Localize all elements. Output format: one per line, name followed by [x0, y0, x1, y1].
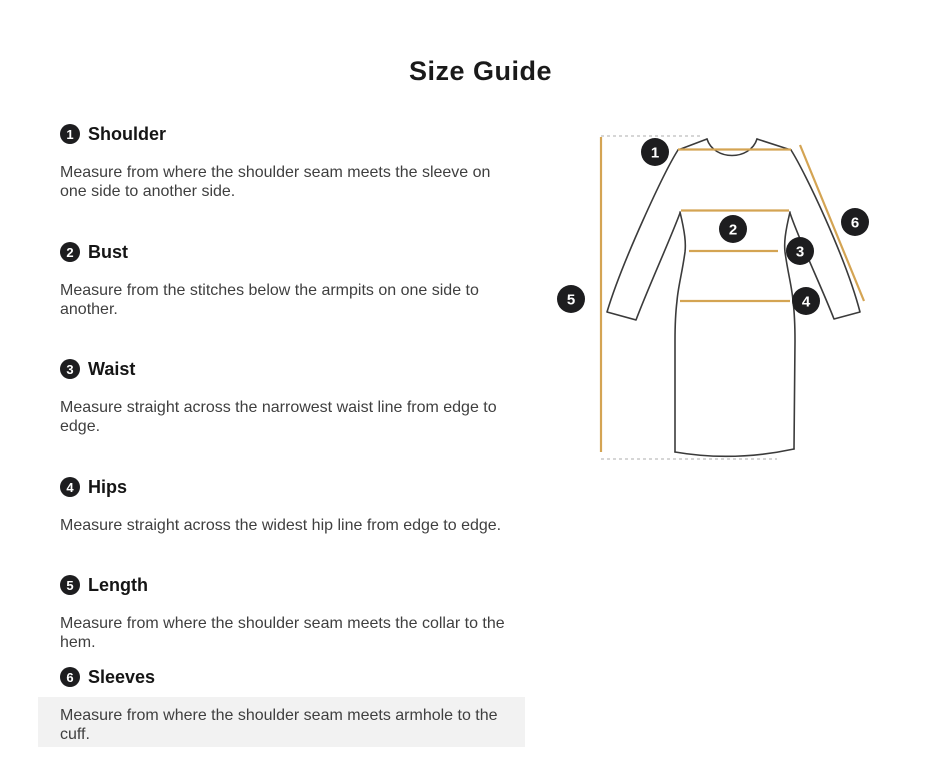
page-title: Size Guide — [408, 56, 553, 87]
right-shoulder-seam — [757, 139, 791, 150]
step-number-badge: 6 — [60, 667, 80, 687]
measurement-description: Measure from the stitches below the armpits on one side to another. — [60, 282, 479, 318]
measurement-item-shoulder — [60, 124, 510, 201]
measurement-item-waist — [60, 359, 510, 436]
measurement-label: Shoulder — [88, 124, 167, 144]
marker-length — [557, 285, 585, 313]
marker-number: 6 — [850, 214, 860, 232]
measurement-label: Sleeves — [88, 667, 156, 687]
marker-number: 2 — [728, 221, 738, 239]
measurement-description: Measure from where the shoulder seam meets armhole to the cuff. — [60, 707, 498, 743]
measurement-heading — [60, 359, 510, 379]
measurement-heading — [60, 575, 510, 595]
step-number-badge: 5 — [60, 575, 80, 595]
marker-number: 1 — [650, 144, 660, 162]
dress-diagram — [540, 95, 935, 480]
left-sleeve — [607, 150, 680, 320]
measurement-heading — [60, 124, 510, 144]
measurement-label: Waist — [88, 359, 136, 379]
measurement-label: Bust — [88, 242, 128, 262]
marker-number: 3 — [795, 243, 805, 261]
step-number-badge: 4 — [60, 477, 80, 497]
neckline — [707, 139, 757, 156]
measurement-heading — [60, 477, 510, 497]
measurement-description: Measure straight across the narrowest waist line from edge to edge. — [60, 399, 497, 435]
measurement-description: Measure straight across the widest hip line from edge to edge. — [60, 517, 502, 534]
marker-number: 4 — [801, 293, 811, 311]
marker-bust — [719, 215, 747, 243]
step-number-badge: 2 — [60, 242, 80, 262]
measurement-heading — [60, 667, 510, 687]
marker-sleeves — [841, 208, 869, 236]
measurement-description: Measure from where the shoulder seam meets the collar to the hem. — [60, 615, 505, 651]
body-left-edge — [675, 212, 685, 452]
measurement-description: Measure from where the shoulder seam meets the sleeve on one side to another side. — [60, 164, 491, 200]
left-shoulder-seam — [678, 139, 707, 150]
measurement-heading — [60, 242, 510, 262]
measurement-label: Hips — [88, 477, 128, 497]
hem-edge — [675, 449, 794, 456]
marker-waist — [786, 237, 814, 265]
marker-hips — [792, 287, 820, 315]
measurement-item-hips — [60, 477, 510, 535]
dress-outline — [607, 139, 860, 456]
step-number-badge: 1 — [60, 124, 80, 144]
measurement-item-length — [60, 575, 510, 652]
marker-number: 5 — [566, 291, 576, 309]
step-number-badge: 3 — [60, 359, 80, 379]
measurement-item-sleeves — [60, 667, 510, 744]
measurement-item-bust — [60, 242, 510, 319]
marker-shoulder — [641, 138, 669, 166]
measurement-label: Length — [88, 575, 148, 595]
